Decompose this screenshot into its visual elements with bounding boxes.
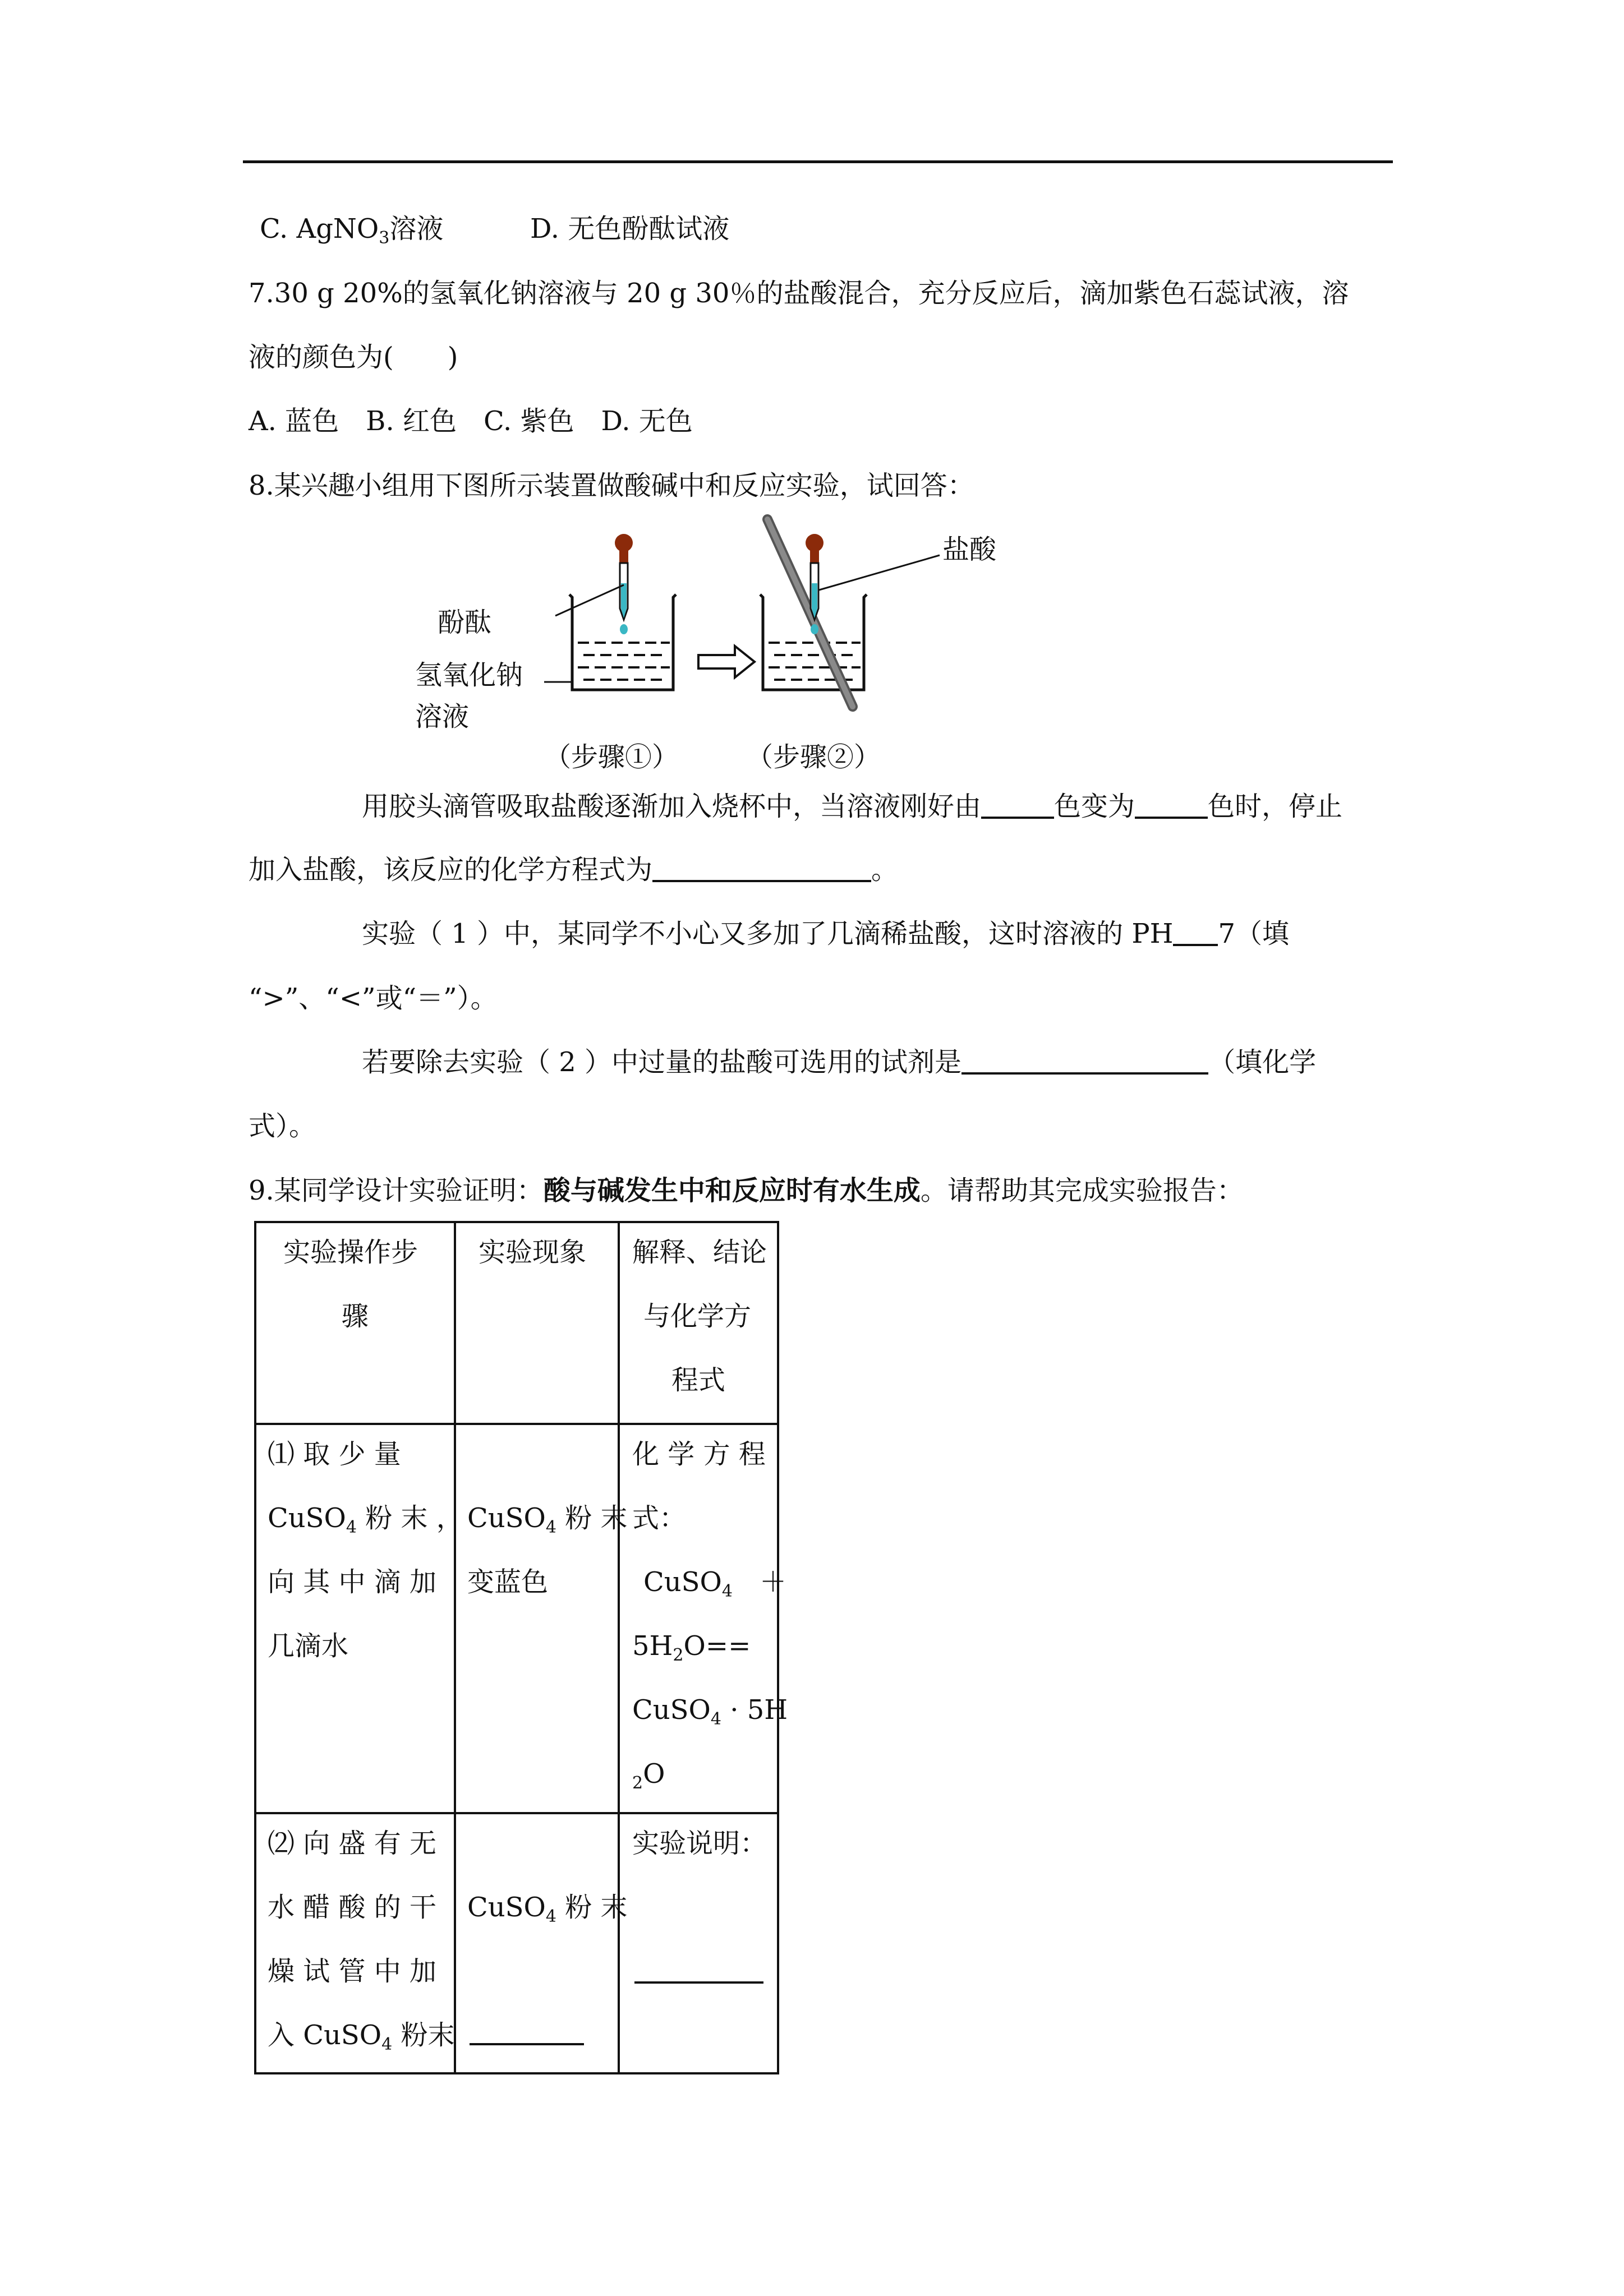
table-header-row — [255, 1222, 778, 1424]
row2-explanation-cell: 实验说明： — [619, 1813, 778, 2073]
label-step1: （步骤①） — [544, 741, 679, 773]
answer-blank-equation[interactable] — [652, 853, 871, 882]
answer-blank-reagent[interactable] — [961, 1045, 1208, 1075]
q7-stem-line2: 液的颜色为( ) — [249, 342, 458, 373]
label-step2: （步骤②） — [746, 741, 881, 773]
option-d: D. 无色酚酞试液 — [530, 213, 730, 245]
drop-icon — [811, 624, 818, 634]
q8-p1-line1: 用胶头滴管吸取盐酸逐渐加入烧杯中，当溶液刚好由 色变为 色时，停止 — [362, 791, 1343, 822]
experiment-report-table — [254, 1221, 788, 2074]
header-cell-explanation: 解释、结论 与化学方 程式 — [619, 1222, 778, 1424]
answer-blank-color-from[interactable] — [981, 790, 1054, 819]
header-cell-operation: 实验操作步 骤 — [255, 1222, 455, 1424]
label-phenolphthalein: 酚酞 — [438, 607, 492, 638]
label-naoh-line2: 溶液 — [415, 701, 470, 732]
table-row — [255, 1813, 778, 2073]
answer-blank-phenomenon[interactable] — [470, 2016, 584, 2045]
q8-p1-line2: 加入盐酸，该反应的化学方程式为 。 — [249, 854, 899, 886]
answer-blank-explanation[interactable] — [634, 1954, 763, 1984]
q9-stem: 9.某同学设计实验证明：酸与碱发生中和反应时有水生成。请帮助其完成实验报告： — [249, 1175, 1244, 1206]
experiment-figure — [393, 510, 1066, 793]
dropper-bulb-icon — [615, 534, 633, 552]
beaker-step2 — [760, 519, 867, 707]
table-row — [255, 1424, 778, 1813]
header-rule — [243, 160, 1393, 163]
drop-icon — [620, 624, 628, 634]
q8-p3-line1: 若要除去实验（ 2 ）中过量的盐酸可选用的试剂是 （填化学 — [362, 1046, 1317, 1078]
row2-operation-cell: ⑵ 向 盛 有 无 水 醋 酸 的 干 燥 试 管 中 加 入 CuSO$_4$ 粉末 — [255, 1813, 455, 2073]
header-cell-phenomenon: 实验现象 — [455, 1222, 619, 1424]
row1-explanation-cell: 化 学 方 程 式： CuSO$_4$ ＋ $5H_2O==$ CuSO$_4$ · 5H $_2$O — [619, 1424, 778, 1813]
q8-p3-line2: 式）。 — [249, 1110, 316, 1142]
arrow-right-icon — [698, 646, 755, 677]
label-hcl: 盐酸 — [942, 534, 997, 565]
row2-phenomenon-cell: CuSO$_4$ 粉 末 — [455, 1813, 619, 2073]
row1-operation-cell: ⑴ 取 少 量 CuSO$_4$ 粉 末 ， 向 其 中 滴 加 几滴水 — [255, 1424, 455, 1813]
q8-stem: 8.某兴趣小组用下图所示装置做酸碱中和反应实验，试回答： — [249, 470, 974, 501]
label-naoh-line1: 氢氧化钠 — [415, 660, 523, 691]
beaker-step1 — [569, 534, 676, 690]
answer-blank-ph[interactable] — [1173, 917, 1218, 946]
q8-p2-line1: 实验（ 1 ）中，某同学不小心又多加了几滴稀盐酸，这时溶液的 PH 7（填 — [362, 918, 1290, 949]
q8-p2-line2: “>”、“<”或“＝”）。 — [249, 983, 498, 1014]
answer-blank-color-to[interactable] — [1135, 790, 1208, 819]
dropper-bulb-icon — [806, 534, 823, 552]
q7-stem-line1: 7.30 g 20%的氢氧化钠溶液与 20 g 30％的盐酸混合，充分反应后，滴加紫色石蕊试液，溶 — [249, 278, 1349, 309]
row1-phenomenon-cell: CuSO$_4$ 粉 末 变蓝色 — [455, 1424, 619, 1813]
q7-options: A. 蓝色 B. 红色 C. 紫色 D. 无色 — [249, 405, 693, 437]
option-c: C. AgNO$_3$溶液 — [260, 213, 444, 248]
